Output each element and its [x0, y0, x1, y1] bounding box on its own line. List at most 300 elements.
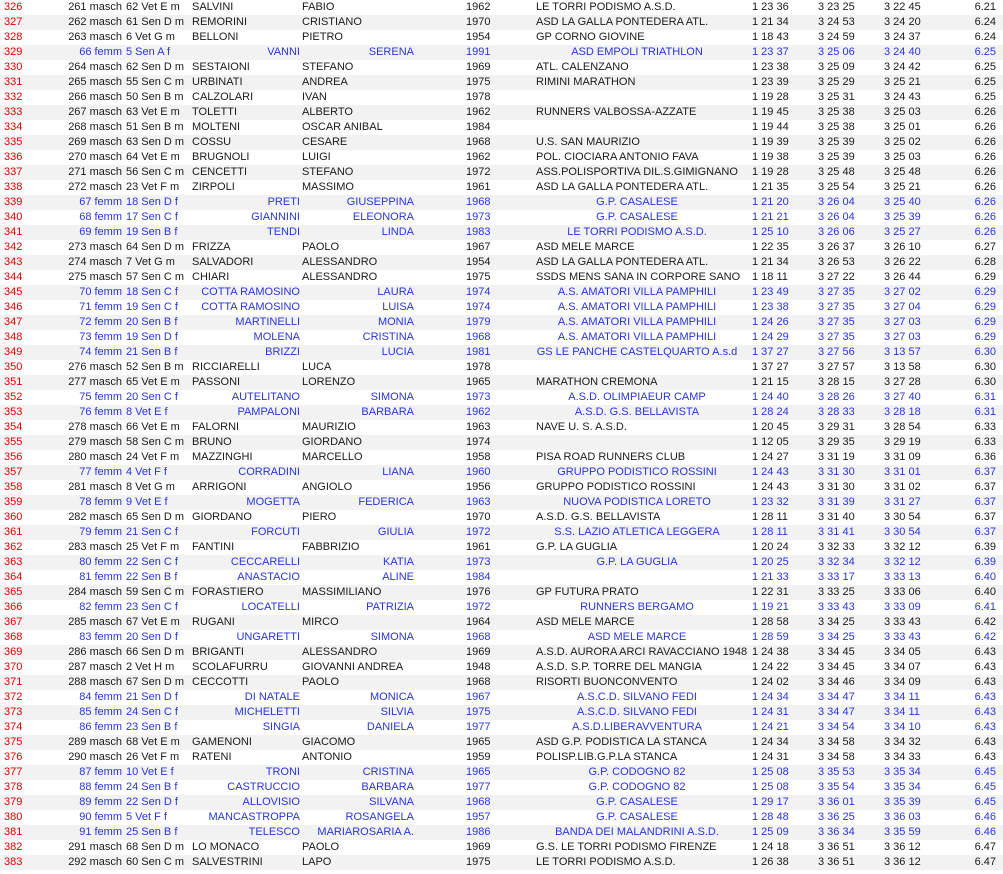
table-row — [0, 600, 1003, 615]
category-cell: 66 Vet E m — [126, 421, 180, 433]
gun-time-cell: 3 26 06 — [818, 226, 855, 238]
table-row — [0, 780, 1003, 795]
gun-time-cell: 3 33 43 — [818, 601, 855, 613]
first-name-cell: SILVIA — [380, 706, 414, 718]
gun-time-cell: 3 25 06 — [818, 46, 855, 58]
team-cell: ASD MELE MARCE — [536, 616, 635, 628]
split-time-cell: 1 24 43 — [752, 466, 789, 478]
pace-cell: 6.41 — [974, 601, 996, 613]
sex-position-cell: 269 masch — [68, 136, 122, 148]
sex-position-cell: 70 femm — [79, 286, 122, 298]
pace-cell: 6.43 — [974, 736, 996, 748]
table-row — [0, 285, 1003, 300]
position-cell: 345 — [4, 286, 23, 298]
pace-cell: 6.39 — [974, 541, 996, 553]
gun-time-cell: 3 34 47 — [818, 706, 855, 718]
net-time-cell: 3 34 33 — [884, 751, 921, 763]
net-time-cell: 3 27 40 — [884, 391, 921, 403]
surname-cell: BRIGANTI — [192, 646, 244, 658]
table-row — [0, 450, 1003, 465]
category-cell: 63 Sen D m — [126, 136, 185, 148]
surname-cell: RICCIARELLI — [192, 361, 260, 373]
net-time-cell: 3 25 21 — [884, 76, 921, 88]
surname-cell: MAZZINGHI — [192, 451, 253, 463]
net-time-cell: 3 31 27 — [884, 496, 921, 508]
team-cell: RUNNERS VALBOSSA-AZZATE — [536, 106, 697, 118]
category-cell: 64 Vet E m — [126, 151, 180, 163]
sex-position-cell: 89 femm — [79, 796, 122, 808]
sex-position-cell: 261 masch — [68, 1, 122, 13]
category-cell: 5 Vet F f — [126, 811, 167, 823]
first-name-cell: ALESSANDRO — [302, 256, 378, 268]
sex-position-cell: 280 masch — [68, 451, 122, 463]
pace-cell: 6.29 — [974, 286, 996, 298]
split-time-cell: 1 18 11 — [752, 271, 788, 283]
surname-cell: CASTRUCCIO — [227, 781, 300, 793]
net-time-cell: 3 27 28 — [884, 376, 921, 388]
category-cell: 22 Sen D f — [126, 796, 178, 808]
gun-time-cell: 3 27 57 — [818, 361, 855, 373]
position-cell: 330 — [4, 61, 23, 73]
birth-year-cell: 1961 — [466, 181, 491, 193]
table-row — [0, 840, 1003, 855]
split-time-cell: 1 24 27 — [752, 451, 789, 463]
position-cell: 382 — [4, 841, 23, 853]
surname-cell: ANASTACIO — [237, 571, 300, 583]
position-cell: 356 — [4, 451, 23, 463]
position-cell: 364 — [4, 571, 23, 583]
gun-time-cell: 3 34 25 — [818, 616, 855, 628]
category-cell: 22 Sen B f — [126, 571, 178, 583]
table-row — [0, 495, 1003, 510]
category-cell: 24 Sen B f — [126, 781, 178, 793]
position-cell: 378 — [4, 781, 23, 793]
pace-cell: 6.30 — [974, 376, 996, 388]
category-cell: 20 Sen D f — [126, 631, 178, 643]
net-time-cell: 3 31 02 — [884, 481, 921, 493]
team-cell: RISORTI BUONCONVENTO — [536, 676, 678, 688]
first-name-cell: PIERO — [302, 511, 337, 523]
gun-time-cell: 3 34 46 — [818, 676, 855, 688]
net-time-cell: 3 31 01 — [884, 466, 921, 478]
first-name-cell: ELEONORA — [352, 211, 414, 223]
table-row — [0, 195, 1003, 210]
category-cell: 67 Sen D m — [126, 676, 185, 688]
surname-cell: CECCARELLI — [230, 556, 300, 568]
position-cell: 354 — [4, 421, 23, 433]
surname-cell: GIORDANO — [192, 511, 252, 523]
pace-cell: 6.45 — [974, 766, 996, 778]
split-time-cell: 1 19 45 — [752, 106, 789, 118]
split-time-cell: 1 19 28 — [752, 91, 789, 103]
birth-year-cell: 1960 — [466, 466, 491, 478]
first-name-cell: ROSANGELA — [345, 811, 414, 823]
team-cell: A.S. AMATORI VILLA PAMPHILI — [557, 286, 717, 298]
sex-position-cell: 75 femm — [79, 391, 122, 403]
team-cell: GP FUTURA PRATO — [536, 586, 639, 598]
birth-year-cell: 1973 — [466, 556, 491, 568]
pace-cell: 6.29 — [974, 316, 996, 328]
birth-year-cell: 1974 — [466, 436, 491, 448]
net-time-cell: 3 27 02 — [884, 286, 921, 298]
birth-year-cell: 1969 — [466, 61, 491, 73]
table-row — [0, 375, 1003, 390]
split-time-cell: 1 21 15 — [752, 376, 789, 388]
first-name-cell: GIORDANO — [302, 436, 362, 448]
pace-cell: 6.24 — [974, 16, 996, 28]
gun-time-cell: 3 36 51 — [818, 841, 855, 853]
pace-cell: 6.29 — [974, 331, 996, 343]
split-time-cell: 1 19 21 — [752, 601, 789, 613]
birth-year-cell: 1963 — [466, 421, 491, 433]
birth-year-cell: 1986 — [466, 826, 491, 838]
birth-year-cell: 1975 — [466, 76, 491, 88]
team-cell: A.S. AMATORI VILLA PAMPHILI — [557, 301, 717, 313]
first-name-cell: PIETRO — [302, 31, 343, 43]
birth-year-cell: 1959 — [466, 751, 491, 763]
pace-cell: 6.42 — [974, 631, 996, 643]
first-name-cell: MONIA — [377, 316, 414, 328]
category-cell: 60 Sen C m — [126, 856, 185, 868]
position-cell: 344 — [4, 271, 23, 283]
position-cell: 335 — [4, 136, 23, 148]
team-cell: ASD LA GALLA PONTEDERA ATL. — [536, 16, 709, 28]
split-time-cell: 1 21 34 — [752, 16, 789, 28]
pace-cell: 6.43 — [974, 661, 996, 673]
gun-time-cell: 3 36 25 — [818, 811, 855, 823]
sex-position-cell: 87 femm — [79, 766, 122, 778]
sex-position-cell: 84 femm — [79, 691, 122, 703]
surname-cell: TRONI — [265, 766, 300, 778]
split-time-cell: 1 28 58 — [752, 616, 789, 628]
team-cell: GRUPPO PODISTICO ROSSINI — [557, 466, 717, 478]
surname-cell: MOGETTA — [246, 496, 300, 508]
pace-cell: 6.26 — [974, 151, 996, 163]
team-cell: A.S. AMATORI VILLA PAMPHILI — [557, 331, 717, 343]
birth-year-cell: 1963 — [466, 496, 491, 508]
table-row — [0, 750, 1003, 765]
sex-position-cell: 91 femm — [79, 826, 122, 838]
first-name-cell: STEFANO — [302, 166, 354, 178]
birth-year-cell: 1954 — [466, 31, 491, 43]
table-row — [0, 705, 1003, 720]
first-name-cell: ANDREA — [302, 76, 348, 88]
position-cell: 334 — [4, 121, 23, 133]
position-cell: 331 — [4, 76, 23, 88]
team-cell: ASD EMPOLI TRIATHLON — [571, 46, 703, 58]
category-cell: 66 Sen D m — [126, 646, 185, 658]
pace-cell: 6.26 — [974, 136, 996, 148]
birth-year-cell: 1962 — [466, 406, 491, 418]
surname-cell: SCOLAFURRU — [192, 661, 268, 673]
position-cell: 328 — [4, 31, 23, 43]
gun-time-cell: 3 34 45 — [818, 646, 855, 658]
first-name-cell: MASSIMO — [302, 181, 354, 193]
sex-position-cell: 86 femm — [79, 721, 122, 733]
table-row — [0, 270, 1003, 285]
net-time-cell: 3 25 39 — [884, 211, 921, 223]
split-time-cell: 1 24 43 — [752, 481, 789, 493]
sex-position-cell: 265 masch — [68, 76, 122, 88]
gun-time-cell: 3 29 31 — [818, 421, 855, 433]
category-cell: 22 Sen C f — [126, 556, 178, 568]
gun-time-cell: 3 28 15 — [818, 376, 855, 388]
position-cell: 326 — [4, 1, 23, 13]
surname-cell: FANTINI — [192, 541, 235, 553]
team-cell: POL. CIOCIARA ANTONIO FAVA — [536, 151, 699, 163]
net-time-cell: 3 32 12 — [884, 556, 921, 568]
pace-cell: 6.26 — [974, 166, 996, 178]
birth-year-cell: 1978 — [466, 361, 491, 373]
birth-year-cell: 1976 — [466, 586, 491, 598]
first-name-cell: LUIGI — [302, 151, 331, 163]
table-row — [0, 615, 1003, 630]
position-cell: 341 — [4, 226, 23, 238]
split-time-cell: 1 25 08 — [752, 781, 789, 793]
first-name-cell: GIOVANNI ANDREA — [302, 661, 404, 673]
category-cell: 5 Sen A f — [126, 46, 171, 58]
net-time-cell: 3 24 37 — [884, 31, 921, 43]
table-row — [0, 570, 1003, 585]
gun-time-cell: 3 31 40 — [818, 511, 855, 523]
position-cell: 371 — [4, 676, 23, 688]
position-cell: 343 — [4, 256, 23, 268]
category-cell: 19 Sen C f — [126, 301, 178, 313]
position-cell: 337 — [4, 166, 23, 178]
table-row — [0, 150, 1003, 165]
gun-time-cell: 3 27 22 — [818, 271, 855, 283]
gun-time-cell: 3 25 38 — [818, 106, 855, 118]
split-time-cell: 1 23 38 — [752, 61, 789, 73]
net-time-cell: 3 32 12 — [884, 541, 921, 553]
split-time-cell: 1 24 34 — [752, 691, 789, 703]
pace-cell: 6.37 — [974, 481, 996, 493]
position-cell: 350 — [4, 361, 23, 373]
birth-year-cell: 1969 — [466, 646, 491, 658]
net-time-cell: 3 25 03 — [884, 151, 921, 163]
table-row — [0, 225, 1003, 240]
gun-time-cell: 3 36 51 — [818, 856, 855, 868]
team-cell: A.S.C.D. SILVANO FEDI — [576, 706, 697, 718]
sex-position-cell: 81 femm — [79, 571, 122, 583]
split-time-cell: 1 24 40 — [752, 391, 789, 403]
position-cell: 349 — [4, 346, 23, 358]
first-name-cell: BARBARA — [361, 406, 414, 418]
split-time-cell: 1 24 26 — [752, 316, 789, 328]
category-cell: 8 Vet E f — [126, 406, 168, 418]
surname-cell: RATENI — [192, 751, 232, 763]
sex-position-cell: 288 masch — [68, 676, 122, 688]
surname-cell: GAMENONI — [192, 736, 252, 748]
category-cell: 24 Vet F m — [126, 451, 180, 463]
net-time-cell: 3 31 09 — [884, 451, 921, 463]
gun-time-cell: 3 28 33 — [818, 406, 855, 418]
sex-position-cell: 76 femm — [79, 406, 122, 418]
gun-time-cell: 3 33 25 — [818, 586, 855, 598]
category-cell: 25 Sen B f — [126, 826, 178, 838]
category-cell: 9 Vet E f — [126, 496, 168, 508]
sex-position-cell: 273 masch — [68, 241, 122, 253]
position-cell: 352 — [4, 391, 23, 403]
position-cell: 372 — [4, 691, 23, 703]
position-cell: 369 — [4, 646, 23, 658]
surname-cell: SALVESTRINI — [192, 856, 263, 868]
surname-cell: PAMPALONI — [237, 406, 300, 418]
category-cell: 26 Vet F m — [126, 751, 180, 763]
net-time-cell: 3 33 13 — [884, 571, 921, 583]
pace-cell: 6.40 — [974, 586, 996, 598]
pace-cell: 6.37 — [974, 466, 996, 478]
net-time-cell: 3 35 34 — [884, 766, 921, 778]
position-cell: 362 — [4, 541, 23, 553]
pace-cell: 6.25 — [974, 91, 996, 103]
split-time-cell: 1 21 21 — [752, 211, 789, 223]
gun-time-cell: 3 31 30 — [818, 466, 855, 478]
pace-cell: 6.31 — [974, 391, 996, 403]
category-cell: 17 Sen C f — [126, 211, 178, 223]
surname-cell: LOCATELLI — [241, 601, 300, 613]
surname-cell: TOLETTI — [192, 106, 238, 118]
gun-time-cell: 3 25 39 — [818, 151, 855, 163]
birth-year-cell: 1964 — [466, 616, 491, 628]
surname-cell: PASSONI — [192, 376, 241, 388]
net-time-cell: 3 36 12 — [884, 841, 921, 853]
pace-cell: 6.26 — [974, 211, 996, 223]
birth-year-cell: 1968 — [466, 676, 491, 688]
team-cell: G.P. LA GUGLIA — [596, 556, 678, 568]
team-cell: G.P. CASALESE — [596, 196, 678, 208]
net-time-cell: 3 13 58 — [884, 361, 921, 373]
surname-cell: CECCOTTI — [192, 676, 249, 688]
split-time-cell: 1 12 05 — [752, 436, 789, 448]
surname-cell: URBINATI — [192, 76, 243, 88]
sex-position-cell: 289 masch — [68, 736, 122, 748]
gun-time-cell: 3 26 04 — [818, 196, 855, 208]
net-time-cell: 3 33 09 — [884, 601, 921, 613]
team-cell: MARATHON CREMONA — [536, 376, 658, 388]
team-cell: A.S.D. S.P. TORRE DEL MANGIA — [536, 661, 702, 673]
net-time-cell: 3 33 06 — [884, 586, 921, 598]
gun-time-cell: 3 31 19 — [818, 451, 855, 463]
split-time-cell: 1 21 20 — [752, 196, 789, 208]
team-cell: S.S. LAZIO ATLETICA LEGGERA — [554, 526, 720, 538]
table-row — [0, 180, 1003, 195]
pace-cell: 6.33 — [974, 436, 996, 448]
category-cell: 18 Sen C f — [126, 286, 178, 298]
sex-position-cell: 264 masch — [68, 61, 122, 73]
net-time-cell: 3 34 07 — [884, 661, 921, 673]
surname-cell: FALORNI — [192, 421, 240, 433]
net-time-cell: 3 25 01 — [884, 121, 921, 133]
sex-position-cell: 77 femm — [79, 466, 122, 478]
gun-time-cell: 3 36 34 — [818, 826, 855, 838]
table-row — [0, 105, 1003, 120]
sex-position-cell: 277 masch — [68, 376, 122, 388]
gun-time-cell: 3 27 35 — [818, 286, 855, 298]
sex-position-cell: 272 masch — [68, 181, 122, 193]
team-cell: ASD G.P. PODISTICA LA STANCA — [536, 736, 707, 748]
surname-cell: BELLONI — [192, 31, 239, 43]
position-cell: 338 — [4, 181, 23, 193]
gun-time-cell: 3 32 33 — [818, 541, 855, 553]
gun-time-cell: 3 31 39 — [818, 496, 855, 508]
category-cell: 21 Sen B f — [126, 346, 178, 358]
net-time-cell: 3 26 44 — [884, 271, 921, 283]
birth-year-cell: 1957 — [466, 811, 491, 823]
first-name-cell: GIACOMO — [302, 736, 356, 748]
team-cell: G.P. LA GUGLIA — [536, 541, 618, 553]
pace-cell: 6.43 — [974, 676, 996, 688]
surname-cell: RUGANI — [192, 616, 235, 628]
pace-cell: 6.21 — [974, 1, 996, 13]
surname-cell: FORASTIERO — [192, 586, 264, 598]
team-cell: G.P. CASALESE — [596, 811, 678, 823]
net-time-cell: 3 34 09 — [884, 676, 921, 688]
gun-time-cell: 3 25 54 — [818, 181, 855, 193]
team-cell: A.S.D. G.S. BELLAVISTA — [536, 511, 661, 523]
category-cell: 55 Sen C m — [126, 76, 185, 88]
table-row — [0, 165, 1003, 180]
table-row — [0, 510, 1003, 525]
pace-cell: 6.25 — [974, 46, 996, 58]
position-cell: 359 — [4, 496, 23, 508]
first-name-cell: FABBRIZIO — [302, 541, 360, 553]
team-cell: U.S. SAN MAURIZIO — [536, 136, 640, 148]
surname-cell: SINGIA — [262, 721, 300, 733]
category-cell: 65 Sen D m — [126, 511, 185, 523]
net-time-cell: 3 25 27 — [884, 226, 921, 238]
birth-year-cell: 1974 — [466, 286, 491, 298]
first-name-cell: SIMONA — [370, 391, 414, 403]
table-row — [0, 210, 1003, 225]
surname-cell: CENCETTI — [192, 166, 247, 178]
position-cell: 376 — [4, 751, 23, 763]
team-cell: A.S. AMATORI VILLA PAMPHILI — [557, 316, 717, 328]
net-time-cell: 3 28 18 — [884, 406, 921, 418]
birth-year-cell: 1968 — [466, 136, 491, 148]
birth-year-cell: 1948 — [466, 661, 491, 673]
position-cell: 370 — [4, 661, 23, 673]
sex-position-cell: 88 femm — [79, 781, 122, 793]
split-time-cell: 1 24 29 — [752, 331, 789, 343]
pace-cell: 6.37 — [974, 496, 996, 508]
split-time-cell: 1 20 45 — [752, 421, 789, 433]
net-time-cell: 3 24 43 — [884, 91, 921, 103]
sex-position-cell: 82 femm — [79, 601, 122, 613]
team-cell: ASD MELE MARCE — [587, 631, 687, 643]
team-cell: G.P. CASALESE — [596, 211, 678, 223]
sex-position-cell: 290 masch — [68, 751, 122, 763]
sex-position-cell: 80 femm — [79, 556, 122, 568]
pace-cell: 6.27 — [974, 241, 996, 253]
position-cell: 383 — [4, 856, 23, 868]
gun-time-cell: 3 28 26 — [818, 391, 855, 403]
table-row — [0, 630, 1003, 645]
net-time-cell: 3 27 04 — [884, 301, 921, 313]
gun-time-cell: 3 34 45 — [818, 661, 855, 673]
team-cell: POLISP.LIB.G.P.LA STANCA — [536, 751, 678, 763]
split-time-cell: 1 24 02 — [752, 676, 789, 688]
table-row — [0, 120, 1003, 135]
table-row — [0, 675, 1003, 690]
team-cell: ASD LA GALLA PONTEDERA ATL. — [536, 256, 709, 268]
first-name-cell: LIANA — [382, 466, 414, 478]
surname-cell: MOLENA — [253, 331, 300, 343]
surname-cell: COTTA RAMOSINO — [201, 286, 300, 298]
position-cell: 353 — [4, 406, 23, 418]
position-cell: 358 — [4, 481, 23, 493]
net-time-cell: 3 24 42 — [884, 61, 921, 73]
